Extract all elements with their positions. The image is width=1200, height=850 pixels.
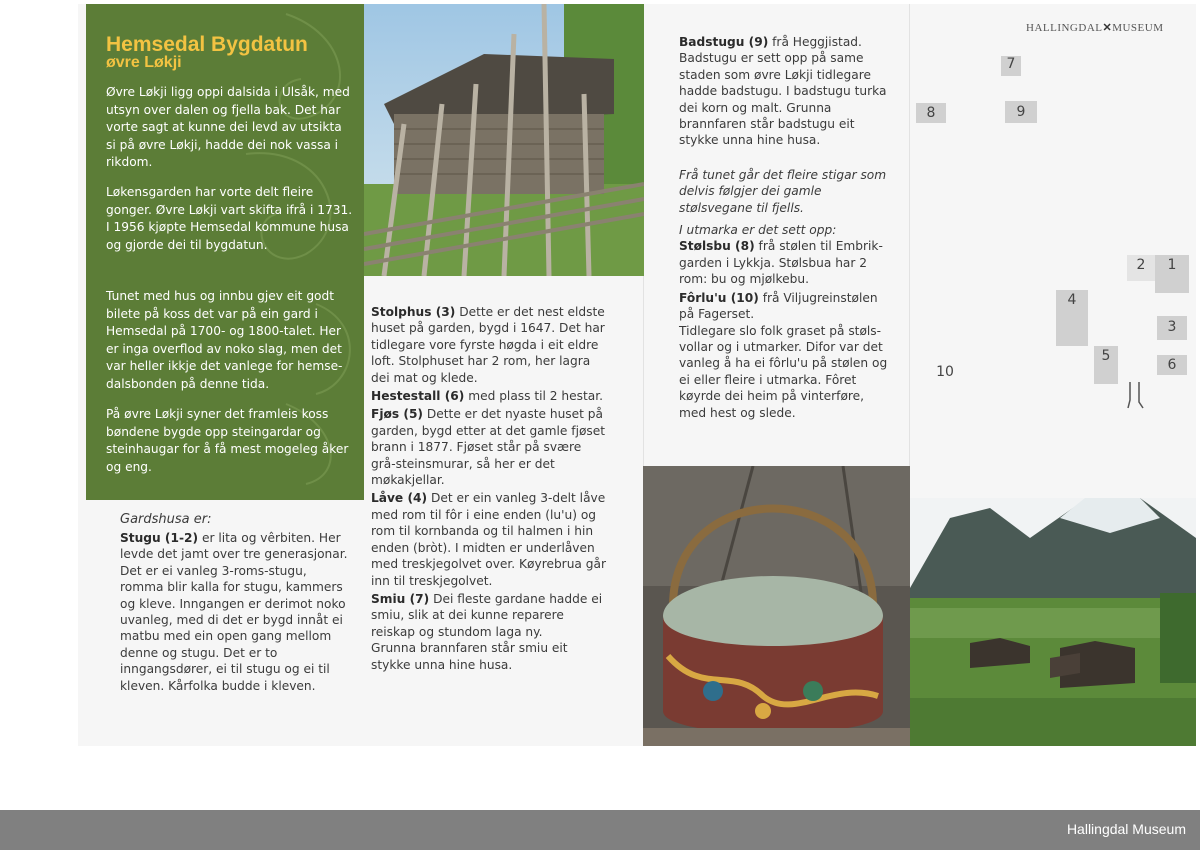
gardshusa-heading: Gardshusa er: [120, 512, 212, 527]
map-label-3: 3 [1157, 316, 1187, 340]
entry-text: Dette er det nest eldste huset på garden, bygd i 1647. Det har tidlegare vore fyrste høgda i eit eldre loft. Stolphuset har 2 rom, her lagra dei mat og klede. [371, 305, 605, 385]
map-label-6: 6 [1157, 355, 1187, 375]
intro-paragraph: Løkensgarden har vorte delt fleire gonger. Øvre Løkji vart skifta ifrå i 1731. I 1956 kjøpte Hemsedal kommune husa og gjorde dei til bygdatun. [106, 185, 353, 252]
map-label-9: 9 [1005, 101, 1037, 123]
middle-column [371, 304, 609, 673]
utmarka-heading: I utmarka er det sett opp: [679, 223, 837, 238]
photo-valley-landscape [910, 498, 1196, 746]
entry-text: frå Heggjistad. Badstugu er sett opp på same staden som øvre Løkji tidlegare hadde badstugu. I badstugu turka dei korn og malt. Grunna brannfaren står badstugu eit stykke unna hine husa. [679, 35, 887, 148]
house-entry [371, 406, 609, 488]
entry-text: Det er ein vanleg 3-delt låve med rom til fôr i eine enden (lu'u) og rom til kornbanda og til halmen i hin enden (bròt). I midten er underlåven med treskjegolvet over. Køyrebrua går inn til treskjegolvet. [371, 491, 606, 588]
stugu-entry [120, 530, 352, 694]
entry-text: Dette er det nyaste huset på garden, bygd etter at det gamle fjøset brann i 1877. Fjøset står på svære grå-steinsmurar, så her er det møkakjellar. [371, 407, 606, 488]
entry-text: med plass til 2 hestar. [464, 389, 603, 404]
house-entry [679, 34, 891, 149]
intro-paragraph: Øvre Løkji ligg oppi dalsida i Ulsåk, med utsyn over dalen og fjella bak. Det har vorte sagt at kunne dei levd av utsikta si på øvre Løkji, hadde dei nok vassa i rikdom. [106, 85, 350, 170]
map-label-8: 8 [916, 103, 946, 123]
map-label-2: 2 [1127, 255, 1155, 281]
entry-text: Dei fleste gardane hadde ei smiu, slik at dei kunne reparere reiskap og stundom laga ny. Grunna brannfaren står smiu eit stykke unna hine husa. [371, 591, 603, 672]
photo-fence-storehouse [364, 4, 644, 276]
entry-text: frå Viljugreinstølen på Fagerset. Tidlegare slo folk graset på støls-vollar og i utmarker. Difor var det vanleg å ha ei fôrlu'u på stølen og ei eller fleire i utmarka. Fôret køyrde dei heim på vinterføre, med hest og slede. [679, 290, 888, 420]
map-label-1: 1 [1155, 255, 1189, 293]
house-entry [679, 290, 891, 421]
entry-text: er lita og vêrbiten. Her levde det jamt over tre generasjonar. Det er ei vanleg 3-roms-stugu, romma blir kalla for stugu, kammers og kleve. Inngangen er derimot noko uvanleg, med di det er bygd innåt ei matbu med ein open gang mellom denne og stugu. Det er to inngangsdører, ei til stugu og ei til kleven. Kårfolka budde i kleven. [120, 531, 348, 693]
footer-bar [0, 810, 1200, 850]
map-label-4: 4 [1056, 290, 1088, 346]
intro-paragraph: Tunet med hus og innbu gjev eit godt bilete på koss det var på ein gard i Hemsedal på 1700- og 1800-talet. Her er inga overflod av noko slag, men det var heller ikkje det vanlege for hemse-dalsbonden på denne tida. [106, 289, 343, 391]
map-path-mark [1127, 380, 1147, 410]
museum-logo [1026, 21, 1164, 34]
entry-name: Badstugu (9) [679, 35, 769, 49]
house-entry [371, 388, 609, 404]
map-label-5: 5 [1094, 346, 1118, 384]
house-entry [679, 238, 891, 287]
right-column [679, 34, 891, 421]
entry-name: Fjøs (5) [371, 407, 423, 422]
entry-name: Hestestall (6) [371, 389, 465, 404]
brochure-subtitle: øvre Løkji [106, 54, 182, 71]
logo-text-left: HALLINGDAL [1026, 22, 1103, 34]
footer-label: Hallingdal Museum [1066, 821, 1186, 837]
house-entry [371, 591, 609, 673]
logo-mark-icon: ✕ [1102, 22, 1113, 34]
stigar-note: Frå tunet går det fleire stigar som delvis følgjer dei gamle stølsvegane til fjells. [679, 167, 887, 215]
house-entry [371, 490, 609, 588]
entry-name: Stolphus (3) [371, 305, 456, 319]
intro-paragraph: På øvre Løkji syner det framleis koss bøndene bygde opp steingardar og steinhaugar for å få mest mogeleg åker og eng. [106, 407, 349, 474]
entry-name: Smiu (7) [371, 591, 430, 606]
logo-text-right: MUSEUM [1112, 22, 1164, 34]
entry-name: Låve (4) [371, 491, 428, 506]
photo-rosemaling-basket [643, 466, 910, 746]
entry-name: Stølsbu (8) [679, 239, 755, 254]
entry-text: frå stølen til Embrik-garden i Lykkja. Stølsbua har 2 rom: bu og mjølkebu. [679, 239, 883, 287]
house-entry [371, 304, 609, 386]
map-label-7: 7 [1001, 56, 1021, 76]
entry-name: Stugu (1-2) [120, 531, 199, 545]
map-label-10: 10 [936, 364, 954, 380]
entry-name: Fôrlu'u (10) [679, 290, 759, 305]
brochure-title: Hemsedal Bygdatun [106, 33, 308, 56]
